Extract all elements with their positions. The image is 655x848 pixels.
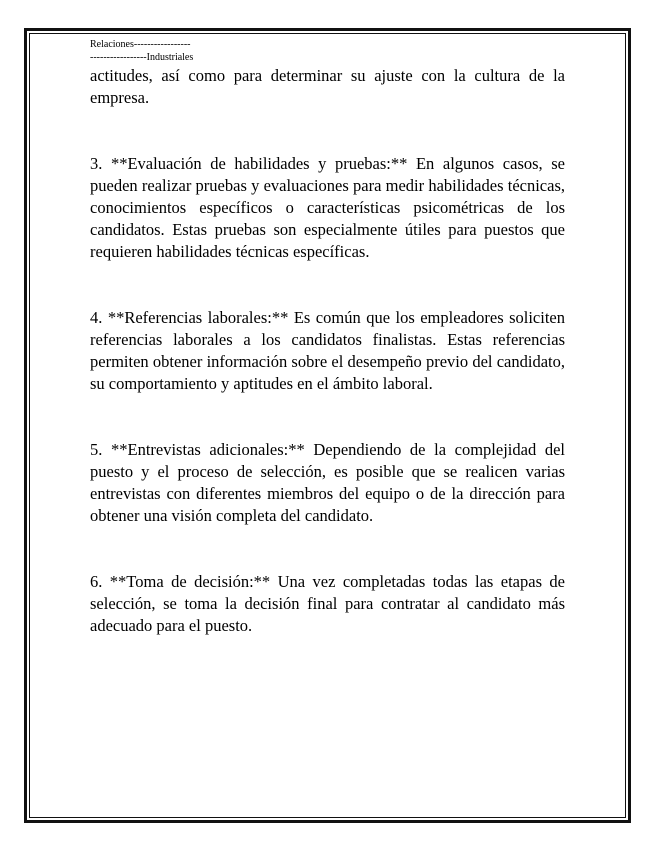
paragraph-item-5: 5. **Entrevistas adicionales:** Dependiendo de la complejidad del puesto y el proceso de selección, es posible que se realicen varias entrevistas con diferentes miembros del equipo o de la dirección para obtener una visión completa del candidato. [90, 440, 565, 525]
running-header-line-1: Relaciones----------------- [90, 39, 191, 50]
running-header [90, 38, 565, 64]
paragraph-item-4: 4. **Referencias laborales:** Es común que los empleadores soliciten referencias laborales a los candidatos finalistas. Estas referencias permiten obtener información sobre el desempeño previo del candidato, su comportamiento y aptitudes en el ámbito laboral. [90, 308, 565, 393]
paragraph-item-6: 6. **Toma de decisión:** Una vez completadas todas las etapas de selección, se toma la decisión final para contratar al candidato más adecuado para el puesto. [90, 572, 565, 635]
running-header-line-2: -----------------Industriales [90, 52, 194, 63]
page-content [90, 38, 565, 637]
paragraph-item-3: 3. **Evaluación de habilidades y pruebas:** En algunos casos, se pueden realizar pruebas y evaluaciones para medir habilidades técnicas, conocimientos específicos o características psicométricas de los candidatos. Estas pruebas son especialmente útiles para puestos que requieren habilidades técnicas específicas. [90, 154, 565, 261]
paragraph-continuation: actitudes, así como para determinar su ajuste con la cultura de la empresa. [90, 66, 565, 107]
